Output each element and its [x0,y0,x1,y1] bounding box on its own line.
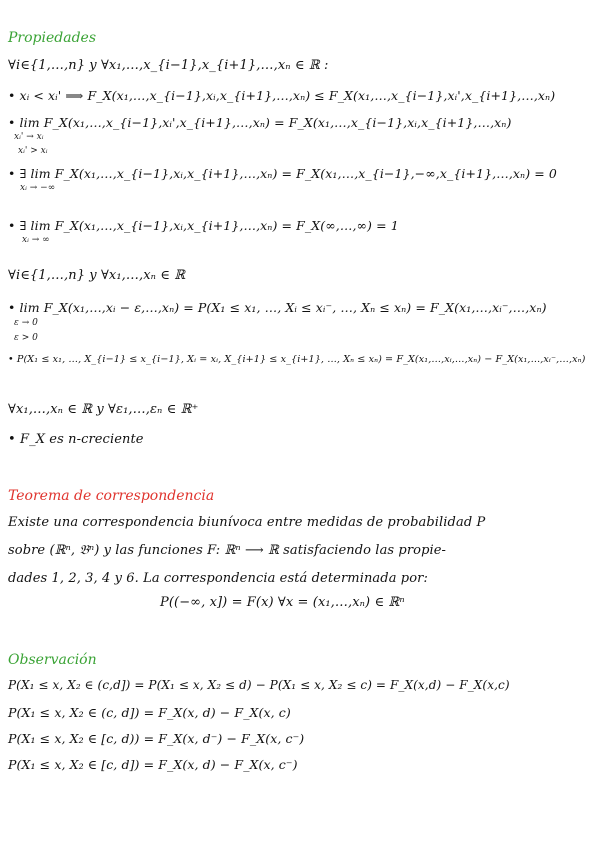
observation-equation-2: P(X₁ ≤ x, X₂ ∈ (c, d]) = F_X(x, d) − F_X(x, c) [8,705,291,720]
theorem-text-line-1: Existe una correspondencia biunívoca entre medidas de probabilidad P [8,515,486,530]
observation-equation-3: P(X₁ ≤ x, X₂ ∈ [c, d)) = F_X(x, d⁻) − F_X(x, c⁻) [8,731,305,746]
limit-subscript: ε → 0 [14,318,38,328]
observation-equation-4: P(X₁ ≤ x, X₂ ∈ [c, d]) = F_X(x, d) − F_X(x, c⁻) [8,757,298,772]
quantifier-line-2: ∀i∈{1,…,n} y ∀x₁,…,xₙ ∈ ℝ [8,268,186,283]
property-plus-infinity: • ∃ lim F_X(x₁,…,x_{i−1},xᵢ,x_{i+1},…,xₙ) = F_X(∞,…,∞) = 1 [8,218,399,233]
quantifier-line-3: ∀x₁,…,xₙ ∈ ℝ y ∀ε₁,…,εₙ ∈ ℝ⁺ [8,402,199,417]
limit-subscript: xᵢ → −∞ [20,183,56,193]
property-point-mass: • P(X₁ ≤ x₁, …, X_{i−1} ≤ x_{i−1}, Xᵢ = xᵢ, X_{i+1} ≤ x_{i+1}, …, Xₙ ≤ xₙ) = F_X(x₁,…,xᵢ,…,xₙ) − F_X(x₁,…,xᵢ⁻,…,xₙ) [8,354,586,365]
limit-condition: xᵢ' > xᵢ [18,146,48,156]
properties-title: Propiedades [8,30,97,46]
theorem-formula: P((−∞, x]) = F(x) ∀x = (x₁,…,xₙ) ∈ ℝⁿ [160,595,405,610]
observation-equation-1: P(X₁ ≤ x, X₂ ∈ (c,d]) = P(X₁ ≤ x, X₂ ≤ d) − P(X₁ ≤ x, X₂ ≤ c) = F_X(x,d) − F_X(x,c) [8,678,510,692]
observation-title: Observación [8,652,97,668]
property-left-limit: • lim F_X(x₁,…,xᵢ − ε,…,xₙ) = P(X₁ ≤ x₁, …, Xᵢ ≤ xᵢ⁻, …, Xₙ ≤ xₙ) = F_X(x₁,…,xᵢ⁻,…,xₙ) [8,300,547,315]
limit-subscript: xᵢ → ∞ [22,235,50,245]
limit-condition: ε > 0 [14,333,38,343]
property-minus-infinity: • ∃ lim F_X(x₁,…,x_{i−1},xᵢ,x_{i+1},…,xₙ) = F_X(x₁,…,x_{i−1},−∞,x_{i+1},…,xₙ) = 0 [8,166,557,181]
property-n-increasing: • F_X es n-creciente [8,432,144,447]
theorem-title: Teorema de correspondencia [8,488,215,504]
quantifier-line-1: ∀i∈{1,…,n} y ∀x₁,…,x_{i−1},x_{i+1},…,xₙ ∈ ℝ : [8,58,329,73]
theorem-text-line-2: sobre (ℝⁿ, 𝔅ⁿ) y las funciones F: ℝⁿ ⟶ ℝ satisfaciendo las propie- [8,543,447,558]
limit-subscript: xᵢ' → xᵢ [14,132,44,142]
property-monotone: • xᵢ < xᵢ' ⟹ F_X(x₁,…,x_{i−1},xᵢ,x_{i+1},…,xₙ) ≤ F_X(x₁,…,x_{i−1},xᵢ',x_{i+1},…,xₙ) [8,88,556,103]
property-right-continuous: • lim F_X(x₁,…,x_{i−1},xᵢ',x_{i+1},…,xₙ) = F_X(x₁,…,x_{i−1},xᵢ,x_{i+1},…,xₙ) [8,115,512,130]
theorem-text-line-3: dades 1, 2, 3, 4 y 6. La correspondencia está determinada por: [8,571,428,586]
